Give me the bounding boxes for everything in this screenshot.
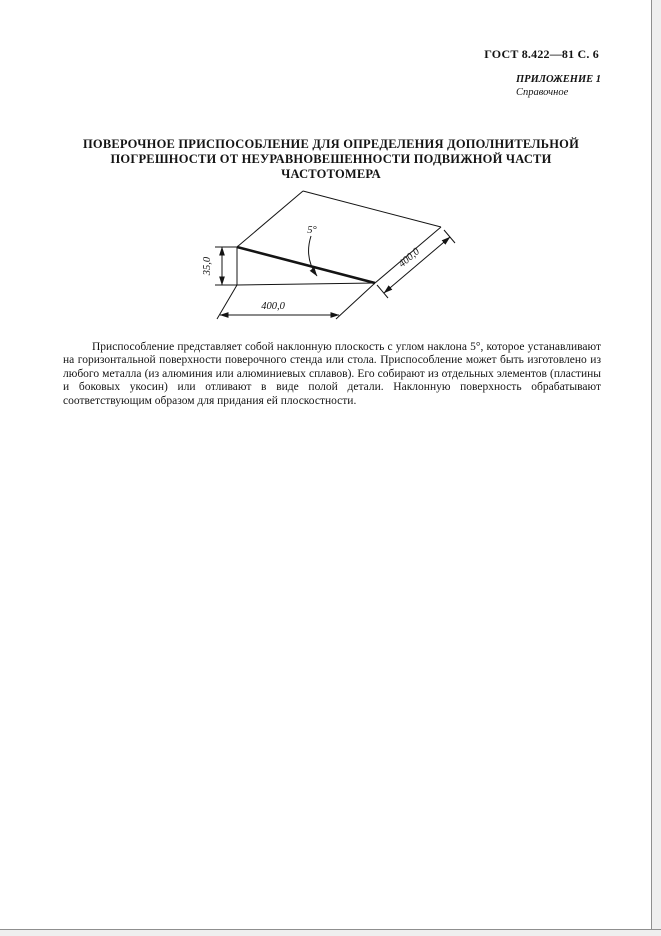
- wedge-edge-incline: [237, 247, 375, 283]
- wedge-edge-bottom: [237, 283, 375, 285]
- title-line-1: ПОВЕРОЧНОЕ ПРИСПОСОБЛЕНИЕ ДЛЯ ОПРЕДЕЛЕНИЯ ДОПОЛНИТЕЛЬНОЙ: [82, 137, 579, 151]
- extension-line: [336, 283, 375, 319]
- title-line-2: ПОГРЕШНОСТИ ОТ НЕУРАВНОВЕШЕННОСТИ ПОДВИЖНОЙ ЧАСТИ ЧАСТОТОМЕРА: [110, 152, 552, 181]
- angle-label: 5°: [307, 225, 317, 236]
- appendix-label: ПРИЛОЖЕНИЕ 1: [516, 74, 601, 85]
- wedge-edge-back-top: [303, 191, 441, 227]
- extension-line: [217, 285, 237, 319]
- appendix-block: [516, 74, 601, 99]
- appendix-type: Справочное: [516, 86, 569, 98]
- dim-height-label: 35,0: [202, 256, 213, 276]
- angle-leader-arrow: [309, 236, 317, 276]
- body-paragraph: Приспособление представляет собой наклонную плоскость с углом наклона 5°, которое устанавливают на горизонтальной поверхности поверочного стенда или стола. Приспособление может быть изготовлено из любого металла (из алюминия или алюминиевых сплавов). Его собирают из отдельных элементов (пластины и боковых укосин) или отливают в виде полой детали. Наклонную поверхность обрабатывают соответствующим образом для придания ей плоскостности.: [63, 341, 601, 407]
- dimension-line-depth: [384, 237, 450, 293]
- dim-base-label: 400,0: [261, 301, 285, 312]
- dim-depth-label: 400,0: [396, 246, 422, 270]
- page-edge-right: [651, 0, 661, 936]
- standard-reference: ГОСТ 8.422—81 С. 6: [484, 47, 599, 61]
- wedge-edge-back-left: [237, 191, 303, 247]
- wedge-technical-drawing: [165, 172, 495, 332]
- page-edge-bottom: [0, 929, 661, 936]
